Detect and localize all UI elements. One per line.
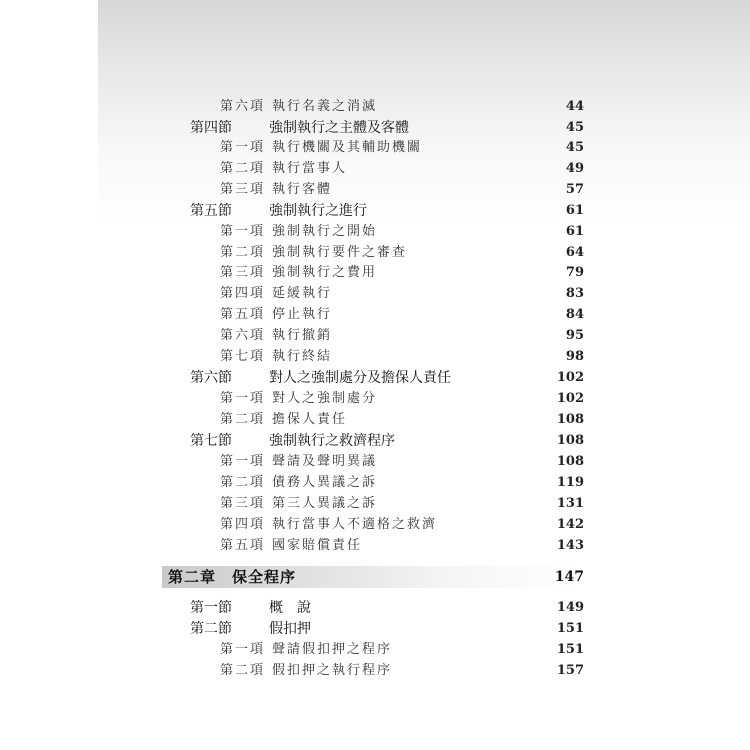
entry-number-label: 第四項 [220,286,266,301]
entry-number-label: 第二節 [190,621,232,637]
entry-page-number: 61 [565,224,584,239]
entry-title: 延緩執行 [272,286,333,301]
entry-page-number: 84 [565,307,584,322]
toc-item-entry[interactable] [220,535,584,557]
toc-item-entry[interactable] [220,409,584,431]
entry-number-label: 第二項 [220,161,266,176]
entry-title: 執行機關及其輔助機關 [272,140,423,155]
entry-title: 國家賠償責任 [272,538,363,553]
toc-item-entry[interactable] [220,388,584,410]
entry-number-label: 第一項 [220,454,266,469]
entry-page-number: 157 [556,663,584,678]
entry-page-number: 95 [565,328,584,343]
entry-page-number: 98 [565,349,584,364]
entry-title: 強制執行之費用 [272,265,378,280]
entry-page-number: 49 [565,161,584,176]
entry-number-label: 第二項 [220,245,266,260]
entry-number-label: 第三項 [220,496,266,511]
chapter-number: 第二章 [168,568,217,586]
entry-title: 執行客體 [272,182,333,197]
entry-page-number: 45 [565,120,584,135]
entry-number-label: 第五節 [190,203,232,219]
entry-number-label: 第六項 [220,99,266,114]
entry-page-number: 83 [565,286,584,301]
entry-title: 強制執行之救濟程序 [269,433,395,449]
toc-item-entry[interactable] [220,304,584,326]
toc-item-entry[interactable] [220,262,584,284]
chapter-heading-label [168,566,296,588]
entry-number-label: 第一項 [220,224,266,239]
entry-number-label: 第一項 [220,642,266,657]
entry-page-number: 142 [556,517,584,532]
entry-title: 對人之強制處分及擔保人責任 [269,370,451,386]
entry-title: 停止執行 [272,307,333,322]
entry-title: 執行當事人 [272,161,348,176]
entry-title: 假扣押之執行程序 [272,663,393,678]
entry-page-number: 108 [556,454,584,469]
toc-item-entry[interactable] [220,158,584,180]
entry-number-label: 第五項 [220,307,266,322]
entry-page-number: 108 [556,433,584,448]
toc-item-entry[interactable] [220,325,584,347]
entry-title: 擔保人責任 [272,412,348,427]
toc-item-entry[interactable] [220,451,584,473]
entry-number-label: 第七節 [190,433,232,449]
toc-section-entry[interactable] [190,367,584,389]
entry-title: 聲請及聲明異議 [272,454,378,469]
entry-title: 第三人異議之訴 [272,496,378,511]
toc-item-entry[interactable] [220,137,584,159]
entry-page-number: 131 [556,496,584,511]
toc-item-entry[interactable] [220,660,584,682]
entry-title: 執行終結 [272,349,333,364]
entry-page-number: 64 [565,245,584,260]
entry-page-number: 102 [556,370,584,385]
chapter-heading-bar[interactable] [162,566,584,588]
entry-title: 強制執行之開始 [272,224,378,239]
toc-section-entry[interactable] [190,618,584,640]
toc-item-entry[interactable] [220,493,584,515]
toc-item-entry[interactable] [220,283,584,305]
toc-item-entry[interactable] [220,639,584,661]
entry-title: 概 說 [269,600,311,616]
toc-item-entry[interactable] [220,96,584,118]
entry-number-label: 第一項 [220,140,266,155]
entry-number-label: 第五項 [220,538,266,553]
entry-number-label: 第六項 [220,328,266,343]
entry-page-number: 108 [556,412,584,427]
toc-item-entry[interactable] [220,221,584,243]
entry-title: 強制執行之主體及客體 [269,120,409,136]
entry-page-number: 149 [556,600,584,615]
entry-title: 執行當事人不適格之救濟 [272,517,438,532]
entry-number-label: 第四項 [220,517,266,532]
entry-page-number: 57 [565,182,584,197]
toc-section-entry[interactable] [190,597,584,619]
entry-page-number: 151 [556,642,584,657]
entry-page-number: 143 [556,538,584,553]
entry-page-number: 79 [565,265,584,280]
entry-page-number: 44 [565,99,584,114]
toc-item-entry[interactable] [220,242,584,264]
toc-section-entry[interactable] [190,200,584,222]
toc-section-entry[interactable] [190,430,584,452]
toc-item-entry[interactable] [220,179,584,201]
entry-page-number: 119 [556,475,584,490]
entry-title: 強制執行之進行 [269,203,367,219]
entry-number-label: 第三項 [220,265,266,280]
entry-page-number: 61 [565,203,584,218]
entry-number-label: 第二項 [220,663,266,678]
entry-title: 執行撤銷 [272,328,333,343]
toc-item-entry[interactable] [220,514,584,536]
toc-item-entry[interactable] [220,346,584,368]
entry-title: 執行名義之消滅 [272,99,378,114]
entry-number-label: 第二項 [220,475,266,490]
entry-page-number: 151 [556,621,584,636]
entry-page-number: 102 [556,391,584,406]
entry-title: 假扣押 [269,621,311,637]
entry-title: 對人之強制處分 [272,391,378,406]
entry-page-number: 45 [565,140,584,155]
toc-item-entry[interactable] [220,472,584,494]
entry-number-label: 第一節 [190,600,232,616]
chapter-title: 保全程序 [232,568,297,586]
entry-number-label: 第七項 [220,349,266,364]
toc-section-entry[interactable] [190,117,584,139]
entry-title: 債務人異議之訴 [272,475,378,490]
entry-number-label: 第四節 [190,120,232,136]
entry-number-label: 第三項 [220,182,266,197]
entry-number-label: 第一項 [220,391,266,406]
chapter-page-number: 147 [554,569,584,585]
entry-title: 強制執行要件之審查 [272,245,408,260]
entry-number-label: 第二項 [220,412,266,427]
entry-title: 聲請假扣押之程序 [272,642,393,657]
entry-number-label: 第六節 [190,370,232,386]
